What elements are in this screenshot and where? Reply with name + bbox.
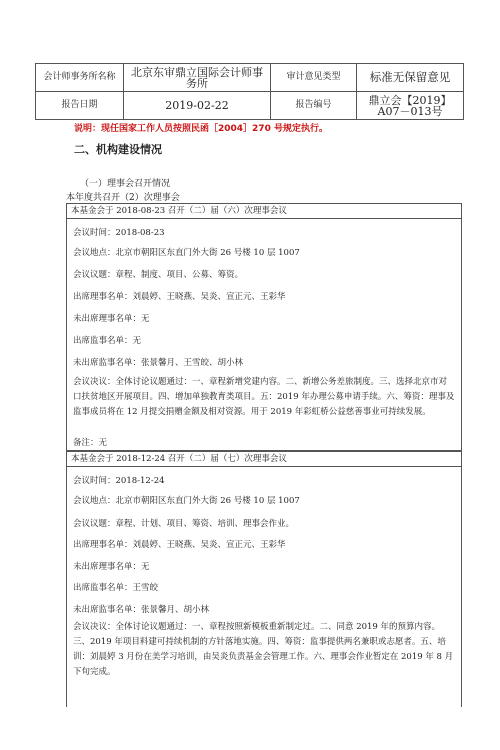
absent-directors: 未出席理事名单：无 [73, 314, 150, 324]
report-no-label: 报告编号 [271, 92, 357, 120]
firm-value: 北京东审鼎立国际会计师事务所 [124, 64, 271, 92]
absent-supervisors: 未出席监事名单：张景馨月、王雪皎、胡小林 [73, 358, 244, 368]
report-no-value: 鼎立会【2019】A07－013号 [357, 92, 464, 120]
date-label: 报告日期 [36, 92, 124, 120]
opinion-label: 审计意见类型 [271, 64, 357, 92]
note-text: 说明：现任国家工作人员按照民函［2004］270 号规定执行。 [74, 124, 328, 134]
meeting-remark: 备注：无 [73, 438, 108, 448]
firm-label: 会计师事务所名称 [36, 64, 124, 92]
present-directors: 出席理事名单：刘晨婷、王晓燕、吴炎、宣正元、王彩华 [73, 540, 286, 550]
meeting-summary: 本年度共召开（2）次理事会 [66, 193, 180, 203]
subsection-title: （一）理事会召开情况 [80, 179, 171, 189]
meeting-title: 本基金会于 2018-08-23 召开（二）届（六）次理事会议 [67, 204, 461, 219]
meeting-place: 会议地点：北京市朝阳区东直门外大街 26 号楼 10 层 1007 [73, 248, 300, 258]
meeting-box-1 [66, 203, 462, 451]
meeting-time: 会议时间：2018-08-23 [73, 228, 165, 238]
meeting-resolution: 会议决议：全体讨论议题通过：一、章程按照新模板重新制定过。二、同意 2019 年的预算内容。三、2019 年项目料建可持续机制的方针落地实施。四、筹资：监事提供两名兼职或志愿者。五、培训：刘晨婷 3 月份在美学习培训，由吴炎负责基金会管理工作。六、理事会作业暂定在 2019 年 8 月下旬完成。 [73, 622, 454, 677]
meeting-place: 会议地点：北京市朝阳区东直门外大街 26 号楼 10 层 1007 [73, 496, 300, 506]
table-row [36, 64, 464, 92]
opinion-value: 标准无保留意见 [357, 64, 464, 92]
meeting-title: 本基金会于 2018-12-24 召开（二）届（七）次理事会议 [67, 452, 461, 467]
meeting-box-2 [66, 451, 462, 707]
present-supervisors: 出席监事名单：王雪皎 [73, 583, 159, 593]
meeting-topics: 会议议题：章程、制度、项目、公募、筹资。 [73, 270, 244, 280]
section-title: 二、机构建设情况 [74, 143, 162, 156]
absent-supervisors: 未出席监事名单：张景馨月、胡小林 [73, 605, 210, 615]
audit-info-table [35, 63, 464, 120]
table-row [36, 92, 464, 120]
meeting-resolution: 会议决议：全体讨论议题通过：一、章程新增党建内容。二、新增公务差旅制度。三、选择北京市对口扶贫地区开展项目。四、增加单独教育类项目。五：2019 年办理公募申请手续。六、筹资：理事及监事成员将在 12 月提交捐赠金额及相对资源。用于 2019 年彩虹桥公益慈善事业可持续发展。 [73, 377, 455, 417]
date-value: 2019-02-22 [124, 92, 271, 120]
present-directors: 出席理事名单：刘晨婷、王晓燕、吴炎、宣正元、王彩华 [73, 292, 286, 302]
meeting-topics: 会议议题：章程、计划、项目、筹资、培训、理事会作业。 [73, 519, 295, 529]
meeting-time: 会议时间：2018-12-24 [73, 476, 165, 486]
present-supervisors: 出席监事名单：无 [73, 336, 142, 346]
absent-directors: 未出席理事名单：无 [73, 562, 150, 572]
